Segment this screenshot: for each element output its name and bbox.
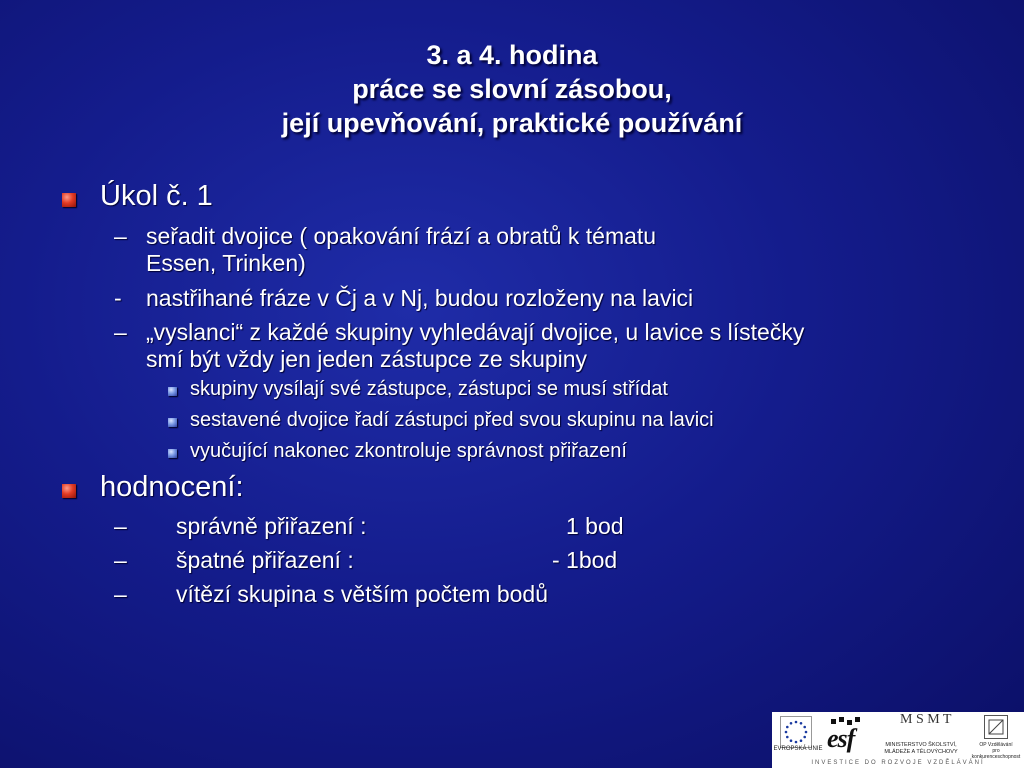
list-marker: - [114,285,122,311]
list-marker: – [114,223,127,249]
msmt-label-line: MLÁDEŽE A TĚLOVÝCHOVY [884,749,958,755]
msmt-label [876,742,966,756]
msmt-logo: M S M T [900,712,952,727]
scoring-label: špatné přiřazení : [176,547,354,573]
list-marker: – [114,581,127,607]
list-item-text: smí být vždy jen jeden zástupce ze skupiny [146,346,588,372]
scoring-heading: hodnocení: [100,471,244,503]
bullet-square-icon [168,418,177,427]
msmt-label-line: MINISTERSTVO ŠKOLSTVÍ, [885,742,957,748]
investment-tagline: INVESTICE DO ROZVOJE VZDĚLÁVÁNÍ [811,760,985,766]
slide-title [0,38,1024,140]
title-line-2: práce se slovní zásobou, [352,74,672,104]
sponsor-logo-strip [772,712,1024,768]
list-item-text: seřadit dvojice ( opakování frází a obratů k tématu [146,223,657,249]
op-logo-icon [984,715,1008,739]
list-marker: – [114,513,127,539]
bullet-square-icon [168,387,177,396]
list-marker: – [114,547,127,573]
eu-flag-icon [780,716,812,748]
scoring-value: 1 bod [566,513,624,539]
scoring-value: - 1bod [552,547,618,573]
eu-label: EVROPSKÁ UNIE [773,746,823,752]
bullet-square-icon [62,484,76,498]
esf-logo [827,714,875,756]
sub-list-item: vyučující nakonec zkontroluje správnost přiřazení [190,440,627,462]
op-label-line: pro konkurenceschopnost [971,748,1021,760]
task-heading: Úkol č. 1 [100,180,213,212]
list-item-text: Essen, Trinken) [146,250,306,276]
list-item-text: nastřihané fráze v Čj a v Nj, budou rozloženy na lavici [146,285,694,311]
op-label-line: OP Vzdělávání [979,742,1013,748]
esf-text: esf [827,724,855,753]
sub-list-item: skupiny vysílají své zástupce, zástupci se musí střídat [190,378,668,400]
list-marker: – [114,319,127,345]
scoring-label: správně přiřazení : [176,513,367,539]
title-line-3: její upevňování, praktické používání [281,108,743,138]
list-item-text: „vyslanci“ z každé skupiny vyhledávají dvojice, u lavice s lístečky [146,319,805,345]
title-line-1: 3. a 4. hodina [426,40,598,70]
bullet-square-icon [168,449,177,458]
bullet-square-icon [62,193,76,207]
sub-list-item: sestavené dvojice řadí zástupci před svou skupinu na lavici [190,409,714,431]
scoring-label: vítězí skupina s větším počtem bodů [176,581,549,607]
op-label [968,742,1024,760]
